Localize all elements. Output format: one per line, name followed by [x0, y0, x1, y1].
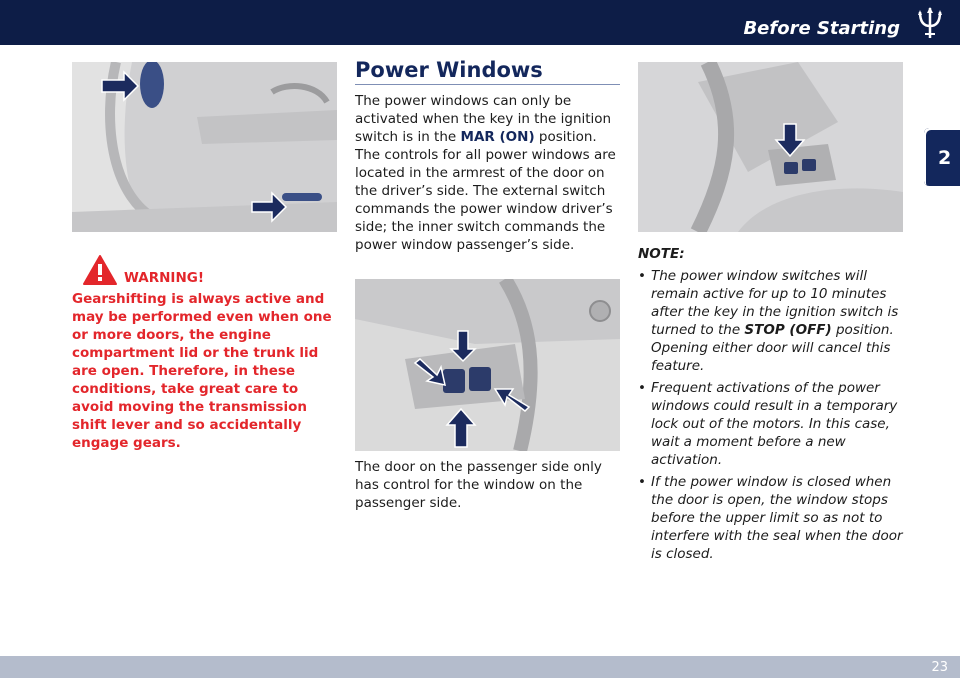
- chapter-number: 2: [938, 147, 952, 169]
- door-interior-image: [72, 62, 337, 232]
- bullet-icon: •: [638, 474, 646, 490]
- section-title: Power Windows: [355, 58, 543, 82]
- mar-on-label: MAR (ON): [460, 129, 535, 145]
- header-title: Before Starting: [743, 18, 900, 39]
- intro-text-end: position. The controls for all power windows are located in the armrest of the door on the driver’s side. The external switch commands the power window driver’s side; the inner switch commands the power window passenger’s side.: [355, 129, 616, 253]
- switch-closeup-image: [638, 62, 903, 232]
- note-block: [638, 245, 908, 567]
- armrest-switches-image: [355, 279, 620, 451]
- note-item-text-end: position. Opening either door will cancel this feature.: [651, 322, 894, 374]
- warning-label: WARNING!: [124, 270, 204, 286]
- stop-off-label: STOP (OFF): [744, 322, 832, 338]
- note-item-text: The power window switches will remain active for up to 10 minutes after the key in the ignition switch is turned to the: [651, 268, 899, 338]
- page-footer: [0, 656, 960, 678]
- page-number: 23: [931, 660, 948, 675]
- bullet-icon: •: [638, 380, 646, 396]
- note-item-text: Frequent activations of the power windows could result in a temporary lock out of the motors. In this case, wait a moment before a new activation.: [651, 380, 898, 468]
- section-divider: [355, 84, 620, 85]
- warning-triangle-icon: [82, 254, 118, 286]
- note-item: [638, 473, 908, 563]
- passenger-side-paragraph: The door on the passenger side only has control for the window on the passenger side.: [355, 459, 602, 511]
- note-item: [638, 267, 908, 375]
- intro-text-start: The power windows can only be activated when the key in the ignition switch is in the: [355, 93, 612, 145]
- maserati-trident-logo: [914, 4, 946, 42]
- bullet-icon: •: [638, 268, 646, 284]
- note-item: [638, 379, 908, 469]
- note-item-text: If the power window is closed when the door is open, the window stops before the upper limit so as not to interfere with the seal when the door is closed.: [651, 474, 903, 562]
- note-label: NOTE:: [638, 246, 685, 262]
- warning-text: Gearshifting is always active and may be performed even when one or more doors, the engine compartment lid or the trunk lid are open. Therefore, in these conditions, take great care to avoid moving the transmission shift lever and so accidentally engage gears.: [72, 291, 332, 451]
- intro-paragraph: [355, 92, 617, 254]
